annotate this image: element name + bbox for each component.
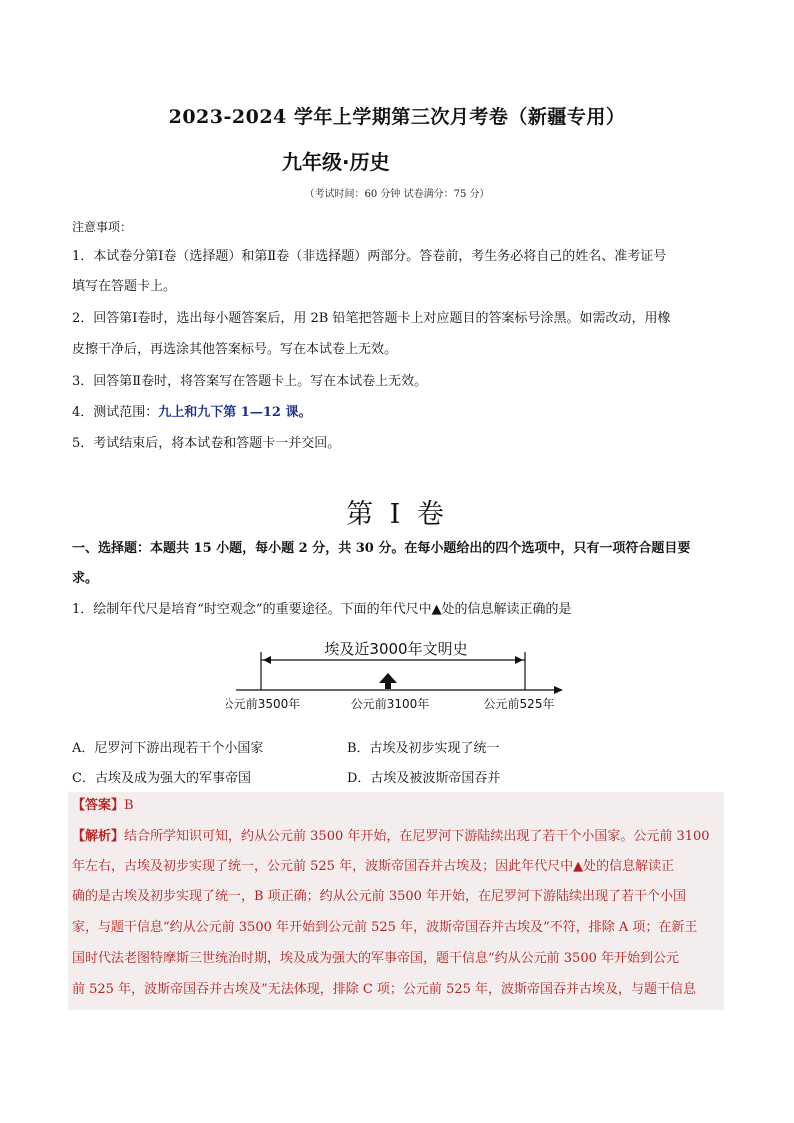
label-3500bc: 公元前3500年 (226, 697, 301, 711)
question-1-stem: 1．绘制年代尺是培育“时空观念”的重要途径。下面的年代尺中▲处的信息解读正确的是 (72, 602, 572, 617)
exam-info: （考试时间：60 分钟 试卷满分：75 分） (304, 189, 490, 200)
notice-line-1b: 填写在答题卡上。 (72, 279, 177, 294)
timeline-figure (226, 632, 566, 724)
span-right-arrowhead (515, 656, 523, 664)
analysis-line-5: 国时代法老图特摩斯三世统治时期，埃及成为强大的军事帝国，题干信息“约从公元前 3500 年开始到公元 (72, 951, 679, 966)
section-instruction-b: 求。 (72, 571, 99, 586)
option-b: B．古埃及初步实现了统一 (347, 741, 500, 756)
analysis-line-3: 确的是古埃及初步实现了统一，B 项正确；约从公元前 3500 年开始，在尼罗河下游陆续出现了若干个小国 (72, 889, 687, 904)
test-scope: 九上和九下第 1—12 课。 (158, 405, 312, 420)
analysis-label: 【解析】 (72, 829, 125, 844)
answer-line (72, 797, 726, 815)
option-c: C．古埃及成为强大的军事帝国 (72, 771, 251, 786)
timeline-caption: 埃及近3000年文明史 (324, 640, 468, 658)
option-a: A．尼罗河下游出现若干个小国家 (72, 741, 264, 756)
timeline-axis-arrowhead (554, 686, 563, 694)
timeline-svg (226, 632, 566, 720)
span-left-arrowhead (263, 656, 271, 664)
notice-line-2a: 2．回答第Ⅰ卷时，选出每小题答案后，用 2B 铅笔把答题卡上对应题目的答案标号涂黑。如需改动，用橡 (72, 311, 671, 326)
notice-line-4 (72, 404, 724, 422)
analysis-line-6: 前 525 年，波斯帝国吞并古埃及”无法体现，排除 C 项；公元前 525 年，波斯帝国吞并古埃及，与题干信息 (72, 982, 697, 997)
notice-line-3: 3．回答第Ⅱ卷时，将答案写在答题卡上。写在本试卷上无效。 (72, 374, 428, 389)
analysis-line-4: 家，与题干信息“约从公元前 3500 年开始到公元前 525 年，波斯帝国吞并古埃及”不符，排除 A 项；在新王 (72, 920, 698, 935)
exam-subtitle: 九年级·历史 (282, 150, 390, 174)
section-title: 第 I 卷 (346, 499, 448, 530)
label-525bc: 公元前525年 (483, 697, 555, 711)
option-d: D．古埃及被波斯帝国吞并 (347, 771, 501, 786)
label-3100bc: 公元前3100年 (350, 697, 430, 711)
notice-line-1a: 1．本试卷分第Ⅰ卷（选择题）和第Ⅱ卷（非选择题）两部分。答卷前，考生务必将自己的姓名、准考证号 (72, 249, 667, 264)
notice-heading: 注意事项： (72, 220, 133, 234)
notice-line-5: 5．考试结束后，将本试卷和答题卡一并交回。 (72, 436, 341, 451)
section-instruction-a: 一、选择题：本题共 15 小题，每小题 2 分，共 30 分。在每小题给出的四个选项中，只有一项符合题目要 (72, 541, 691, 556)
notice-line-2b: 皮擦干净后，再选涂其他答案标号。写在本试卷上无效。 (72, 342, 398, 357)
triangle-marker (379, 673, 397, 689)
exam-title: 2023-2024 学年上学期第三次月考卷（新疆专用） (168, 106, 626, 128)
analysis-text-1: 结合所学知识可知，约从公元前 3500 年开始，在尼罗河下游陆续出现了若干个小国家。公元前 3100 (124, 829, 710, 844)
notice-line-4-prefix: 4．测试范围： (72, 405, 159, 420)
analysis-line-2: 年左右，古埃及初步实现了统一，公元前 525 年，波斯帝国吞并古埃及；因此年代尺中▲处的信息解读正 (72, 859, 675, 874)
answer-value: B (124, 798, 134, 813)
answer-label: 【答案】 (72, 798, 125, 813)
analysis-line-1 (72, 828, 726, 846)
